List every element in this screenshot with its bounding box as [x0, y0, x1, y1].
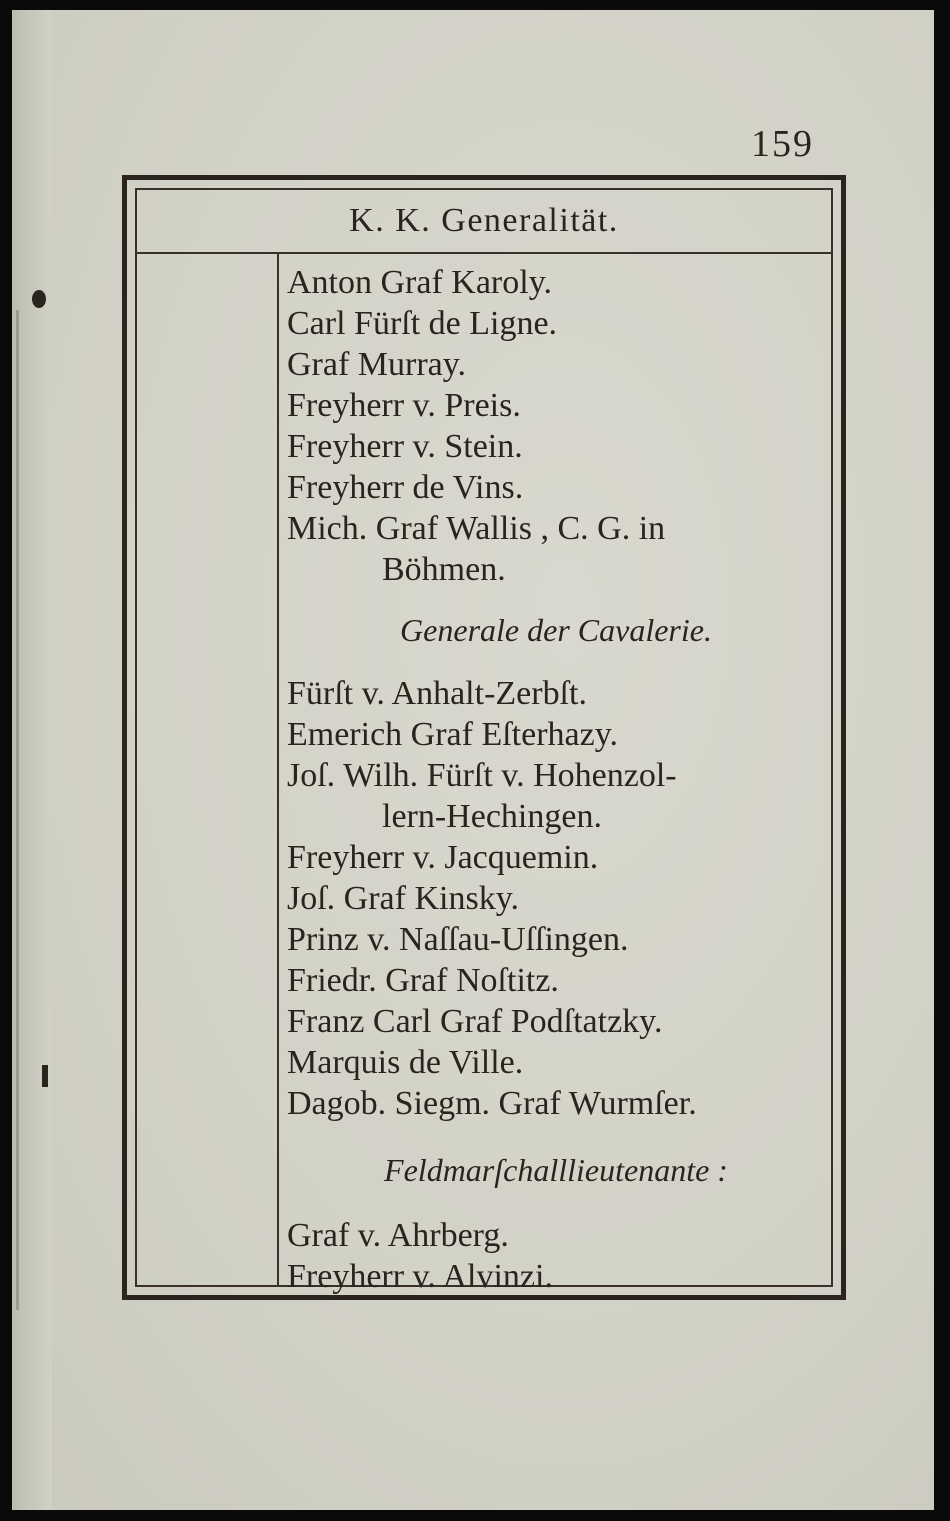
- list-item: Anton Graf Karoly.: [287, 264, 552, 301]
- bleed-mark: [32, 290, 46, 308]
- list-item: Mich. Graf Wallis , C. G. in: [287, 510, 666, 547]
- book-page: [12, 10, 934, 1510]
- list-item: Dagob. Siegm. Graf Wurmſer.: [287, 1085, 697, 1122]
- table-title: K. K. Generalität.: [349, 202, 619, 239]
- list-item: Marquis de Ville.: [287, 1044, 524, 1081]
- list-item: Joſ. Graf Kinsky.: [287, 880, 519, 917]
- list-item-continuation: lern-Hechingen.: [382, 798, 602, 835]
- list-item: Freyherr v. Alvinzi.: [287, 1258, 553, 1295]
- list-item: Freyherr v. Preis.: [287, 387, 521, 424]
- section-heading: Generale der Cavalerie.: [400, 612, 712, 648]
- table-frame: [122, 175, 846, 1300]
- list-item: Graf Murray.: [287, 346, 467, 383]
- list-item: Fürſt v. Anhalt-Zerbſt.: [287, 675, 587, 712]
- bleed-mark: [42, 1065, 48, 1087]
- section-heading: Feldmarſchalllieutenante :: [384, 1152, 728, 1188]
- list-item: Friedr. Graf Noſtitz.: [287, 962, 559, 999]
- table-inner-frame: [135, 188, 833, 1295]
- list-item-continuation: Böhmen.: [382, 551, 506, 588]
- list-item: Freyherr v. Jacquemin.: [287, 839, 599, 876]
- list-item: Freyherr v. Stein.: [287, 428, 523, 465]
- list-item: Prinz v. Naſſau-Uſſingen.: [287, 921, 629, 958]
- list-item: Franz Carl Graf Podſtatzky.: [287, 1003, 663, 1040]
- column-divider: [277, 252, 279, 1285]
- list-item: Freyherr de Vins.: [287, 469, 524, 506]
- bleed-mark: [16, 310, 19, 1310]
- names-list: [287, 262, 825, 1297]
- list-item: Joſ. Wilh. Fürſt v. Hohenzol-: [287, 757, 677, 794]
- list-item: Emerich Graf Eſterhazy.: [287, 716, 619, 753]
- table-header: [137, 190, 831, 254]
- page-number: 159: [751, 123, 814, 165]
- list-item: Carl Fürſt de Ligne.: [287, 305, 558, 342]
- list-item: Graf v. Ahrberg.: [287, 1217, 509, 1254]
